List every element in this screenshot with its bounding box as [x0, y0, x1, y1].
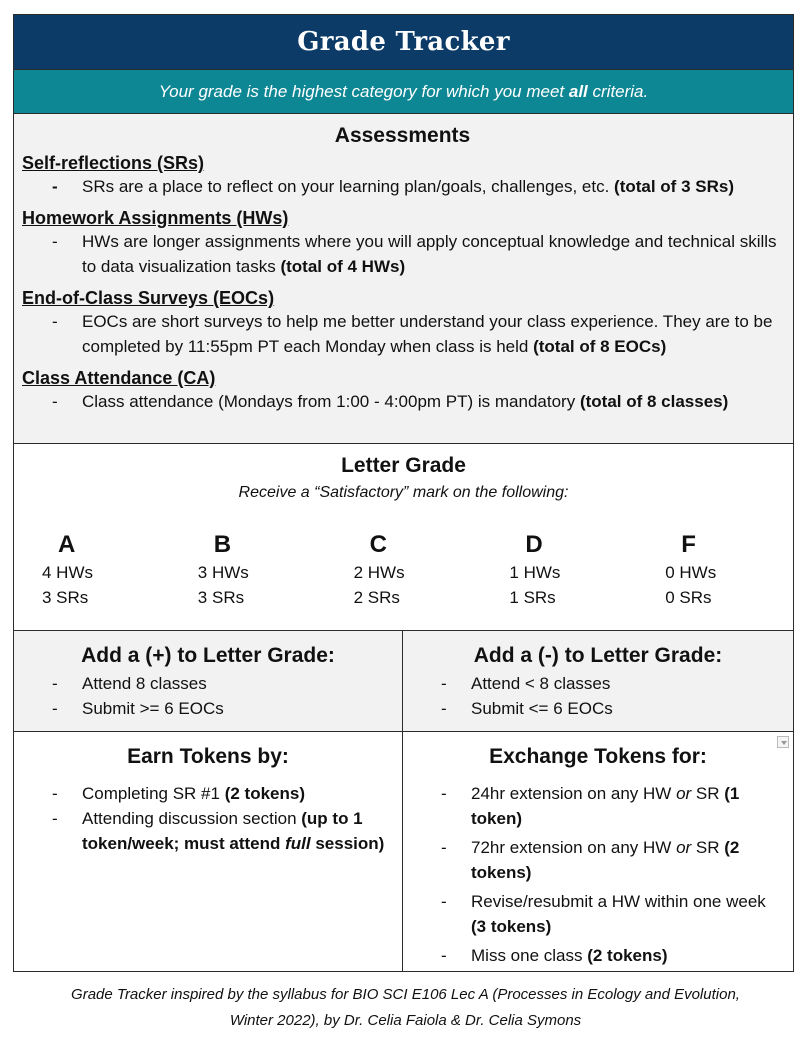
category-title: End-of-Class Surveys (EOCs): [22, 288, 275, 308]
dropdown-arrow-icon[interactable]: [777, 736, 789, 748]
minus-item: - Submit <= 6 EOCs: [403, 696, 793, 721]
grade-srs: 1 SRs: [509, 588, 556, 607]
exchange-tokens: [403, 732, 793, 971]
grade-letter: A: [58, 531, 76, 558]
footer-line: Winter 2022), by Dr. Celia Faiola & Dr. Celia Symons: [229, 1012, 582, 1029]
footer-credit: [0, 982, 811, 1034]
grade-column: [637, 530, 793, 610]
minus-modifier: [403, 631, 793, 731]
grade-letter: B: [213, 531, 232, 558]
plus-modifier: [14, 631, 403, 731]
exchange-item: - Revise/resubmit a HW within one week (3 tokens): [403, 889, 793, 939]
letter-grade-section: [14, 444, 793, 631]
exchange-item: - 24hr extension on any HW or SR (1 token): [403, 781, 793, 831]
earn-item: - Completing SR #1 (2 tokens): [14, 781, 402, 806]
bullet-dash: -: [441, 699, 447, 718]
bullet-dash: -: [441, 674, 447, 693]
exchange-tokens-title: Exchange Tokens for:: [489, 745, 707, 768]
exchange-item: - 72hr extension on any HW or SR (2 tokens): [403, 835, 793, 885]
minus-item: - Attend < 8 classes: [403, 671, 793, 696]
bullet-dash: -: [441, 946, 447, 965]
subtitle-bar: [14, 70, 793, 114]
grade-letter: C: [369, 531, 387, 558]
grade-column: [14, 530, 170, 610]
bullet-dash: -: [52, 809, 58, 828]
page-title: Grade Tracker: [297, 27, 510, 57]
category-bullet: - EOCs are short surveys to help me better understand your class experience. They are to be completed by 11:55pm PT each Monday when class is held (total of 8 EOCs): [22, 309, 783, 359]
grade-srs: 2 SRs: [353, 588, 400, 607]
grade-hws: 4 HWs: [42, 563, 93, 582]
grade-columns: [14, 530, 793, 610]
bullet-dash: -: [52, 699, 58, 718]
modifier-row: [14, 631, 793, 732]
category-bullet: - Class attendance (Mondays from 1:00 - 4:00pm PT) is mandatory (total of 8 classes): [22, 389, 783, 414]
title-bar: [14, 15, 793, 70]
earn-item: - Attending discussion section (up to 1 token/week; must attend full session): [14, 806, 402, 856]
bullet-dash: -: [441, 784, 447, 803]
bullet-dash: -: [52, 392, 58, 411]
bullet-dash: -: [52, 232, 58, 251]
grade-column: [170, 530, 326, 610]
assessments-section: [14, 114, 793, 444]
grade-letter: D: [525, 531, 543, 558]
exchange-list: [403, 781, 793, 968]
letter-grade-title: Letter Grade: [341, 454, 466, 477]
earn-tokens: [14, 732, 403, 971]
grade-hws: 2 HWs: [353, 563, 405, 582]
bullet-dash: -: [52, 784, 58, 803]
plus-modifier-title: Add a (+) to Letter Grade:: [81, 644, 335, 667]
grade-srs: 0 SRs: [665, 588, 712, 607]
category-bullet: - SRs are a place to reflect on your learning plan/goals, challenges, etc. (total of 3 SRs): [22, 174, 783, 199]
letter-grade-subtitle: Receive a “Satisfactory” mark on the following:: [238, 484, 569, 501]
category-bullet: - HWs are longer assignments where you will apply conceptual knowledge and technical skills to data visualization tasks (total of 4 HWs): [22, 229, 783, 279]
bullet-dash: -: [52, 312, 58, 331]
bullet-dash: -: [441, 892, 447, 911]
bullet-dash: -: [52, 177, 58, 196]
grade-tracker-sheet: [13, 14, 794, 972]
category-title: Homework Assignments (HWs): [22, 208, 289, 228]
exchange-item: - Miss one class (2 tokens): [403, 943, 793, 968]
category-title: Class Attendance (CA): [22, 368, 216, 388]
grade-column: [481, 530, 637, 610]
subtitle-text: Your grade is the highest category for which you meet all criteria.: [158, 81, 649, 101]
plus-item: - Submit >= 6 EOCs: [14, 696, 402, 721]
grade-srs: 3 SRs: [42, 588, 89, 607]
grade-hws: 0 HWs: [665, 563, 717, 582]
grade-hws: 1 HWs: [509, 563, 561, 582]
minus-modifier-title: Add a (-) to Letter Grade:: [473, 644, 723, 667]
grade-srs: 3 SRs: [197, 588, 245, 607]
category-title: Self-reflections (SRs): [22, 153, 205, 173]
bullet-dash: -: [52, 674, 58, 693]
grade-letter: F: [681, 531, 696, 558]
grade-hws: 3 HWs: [197, 563, 249, 582]
earn-tokens-title: Earn Tokens by:: [127, 745, 289, 768]
assessments-title: Assessments: [334, 124, 471, 147]
footer-line: Grade Tracker inspired by the syllabus for BIO SCI E106 Lec A (Processes in Ecology and Evolution,: [71, 986, 740, 1003]
plus-item: - Attend 8 classes: [14, 671, 402, 696]
bullet-dash: -: [441, 838, 447, 857]
grade-column: [326, 530, 482, 610]
tokens-row: [14, 732, 793, 971]
